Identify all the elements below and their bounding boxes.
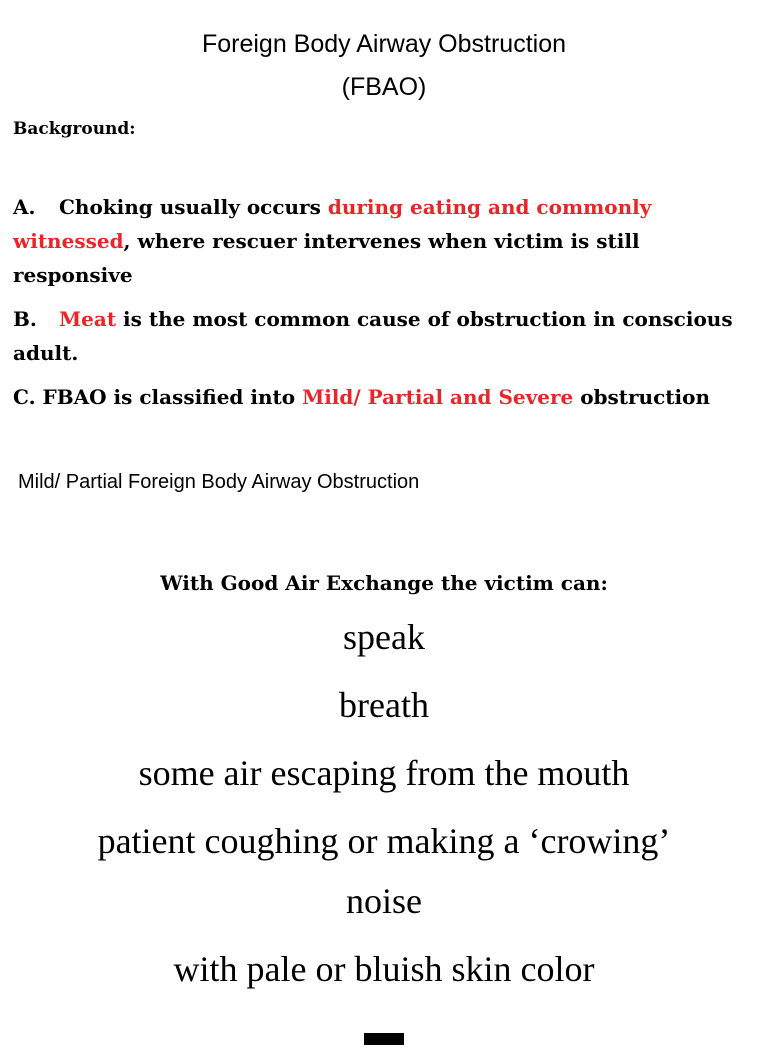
item-a-text-post: , where rescuer intervenes when victim is still responsive: [13, 229, 640, 287]
sign-air-escaping: some air escaping from the mouth: [138, 753, 630, 793]
item-a-highlight: during eating and commonly witnessed: [13, 195, 652, 253]
item-b-text-post: is the most common cause of obstruction in conscious adult.: [13, 307, 733, 365]
sign-coughing-line-2: noise: [346, 881, 422, 921]
item-c-text-pre: C. FBAO is classified into: [13, 385, 303, 409]
sign-speak: speak: [343, 617, 425, 657]
item-c: [13, 380, 753, 414]
item-b-label: B.: [13, 307, 37, 331]
item-a-text-pre: Choking usually occurs: [59, 195, 328, 219]
title-line-1: Foreign Body Airway Obstruction: [201, 30, 567, 58]
sign-skin-color: with pale or bluish skin color: [173, 949, 595, 989]
title-line-2: (FBAO): [341, 73, 427, 101]
sign-coughing-line-1: patient coughing or making a ‘crowing’: [97, 821, 671, 861]
cut-off-glyph: [364, 1033, 404, 1045]
item-b-highlight: Meat: [59, 307, 117, 331]
mild-heading: Mild/ Partial Foreign Body Airway Obstruction: [18, 471, 420, 493]
item-a-label: A.: [13, 195, 36, 219]
item-a: [13, 190, 753, 292]
item-c-highlight: Mild/ Partial and Severe: [302, 385, 574, 409]
good-air-heading: With Good Air Exchange the victim can:: [160, 571, 608, 595]
sign-breath: breath: [339, 685, 429, 725]
background-label: Background:: [13, 119, 136, 139]
item-b: [13, 302, 753, 370]
item-c-text-post: obstruction: [573, 385, 710, 409]
sign-cut-off: [0, 1012, 768, 1054]
